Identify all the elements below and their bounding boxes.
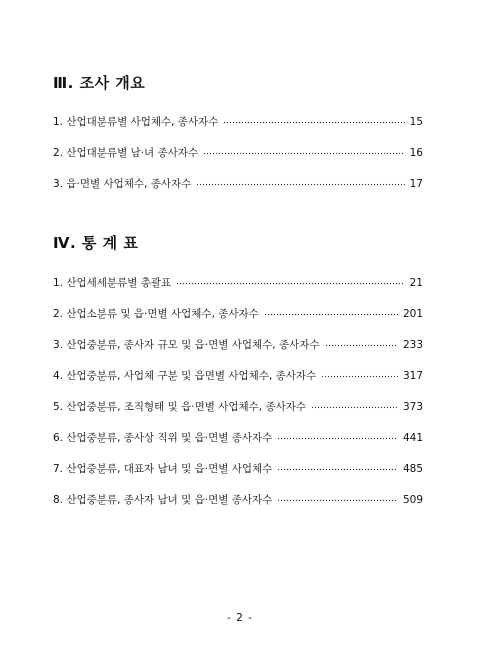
toc-entry[interactable] [53,113,423,144]
toc-entry[interactable] [53,305,423,336]
dot-leader [264,306,398,318]
dot-leader [321,368,398,380]
toc-entry-title: 2. 산업대분류별 남·녀 종사자수 [53,147,199,159]
toc-entry-title: 6. 산업중분류, 종사상 직위 및 읍·면별 종사자수 [53,432,273,444]
toc-entry[interactable] [53,398,423,429]
toc-entry[interactable] [53,144,423,175]
dot-leader [277,461,398,473]
toc-entry-page: 201 [402,308,423,320]
dot-leader [196,176,404,188]
dot-leader [325,337,398,349]
toc-section-statistical-tables [53,233,423,522]
dot-leader [176,275,405,287]
dot-leader [311,399,398,411]
toc-entry-page: 17 [409,178,423,190]
toc-list [53,274,423,522]
toc-entry-page: 485 [402,463,423,475]
toc-entry[interactable] [53,429,423,460]
toc-section-survey-overview [53,73,423,206]
toc-entry[interactable] [53,491,423,522]
toc-entry[interactable] [53,274,423,305]
toc-entry-page: 509 [402,494,423,506]
toc-entry-title: 3. 읍·면별 사업체수, 종사자수 [53,178,192,190]
toc-entry-title: 5. 산업중분류, 조직형태 및 읍·면별 사업체수, 종사자수 [53,401,307,413]
toc-entry-page: 233 [402,339,423,351]
toc-entry-title: 1. 산업세세분류별 총괄표 [53,277,172,289]
toc-entry-title: 7. 산업중분류, 대표자 남녀 및 읍·면별 사업체수 [53,463,273,475]
toc-entry-page: 373 [402,401,423,413]
toc-entry-page: 317 [402,370,423,382]
toc-entry-title: 4. 산업중분류, 사업체 구분 및 읍면별 사업체수, 종사자수 [53,370,317,382]
toc-entry-page: 21 [409,277,423,289]
toc-entry-title: 3. 산업중분류, 종사자 규모 및 읍·면별 사업체수, 종사자수 [53,339,320,351]
section-heading: Ⅲ. 조사 개요 [53,74,146,92]
dot-leader [203,145,405,157]
toc-entry[interactable] [53,336,423,367]
toc-entry-page: 441 [402,432,423,444]
toc-entry-page: 15 [409,116,423,128]
dot-leader [277,492,398,504]
toc-entry-page: 16 [409,147,423,159]
section-heading: Ⅳ. 통 계 표 [53,234,139,252]
toc-entry-title: 1. 산업대분류별 사업체수, 종사자수 [53,116,219,128]
page-number: - 2 - [227,612,253,624]
toc-entry-title: 8. 산업중분류, 종사자 남녀 및 읍·면별 종사자수 [53,494,273,506]
toc-entry[interactable] [53,460,423,491]
toc-entry[interactable] [53,367,423,398]
dot-leader [223,114,404,126]
toc-entry-title: 2. 산업소분류 및 읍·면별 사업체수, 종사자수 [53,308,259,320]
toc-entry[interactable] [53,175,423,206]
toc-list [53,113,423,206]
dot-leader [277,430,398,442]
